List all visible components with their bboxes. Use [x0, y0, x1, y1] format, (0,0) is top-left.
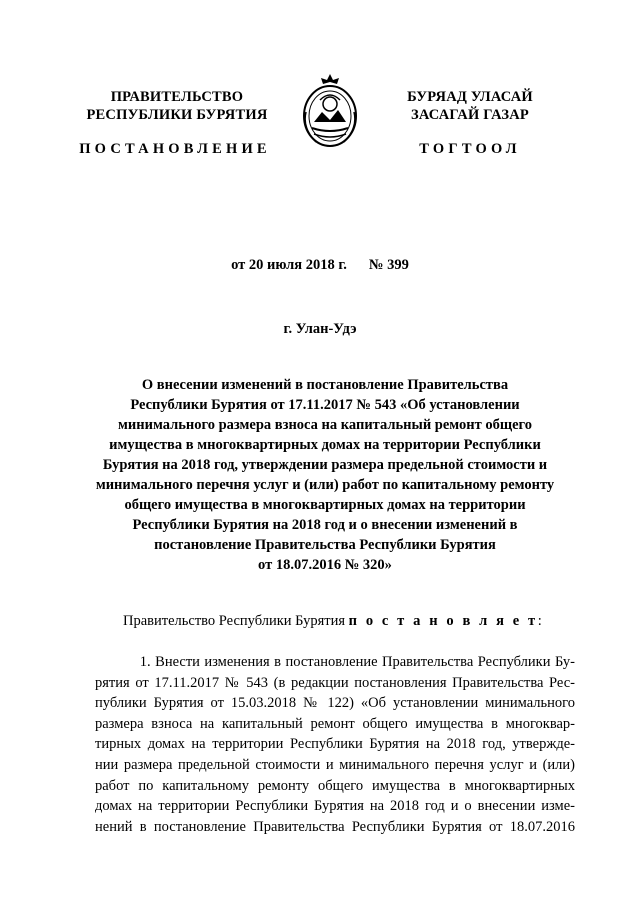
preamble-emphasis: п о с т а н о в л я е т [348, 613, 538, 629]
paragraph-line: нений в постановление Правительства Республики Бурятия от 18.07.2016 [95, 818, 575, 835]
document-number: № 399 [368, 257, 409, 273]
title-line: минимального перечня услуг и (или) работ по капитальному ремонту [95, 477, 555, 493]
paragraph-line: публики Бурятия от 15.03.2018 № 122) «Об установлении минимального [95, 695, 575, 712]
paragraph-line: 1. Внести изменения в постановление Правительства Республики Бу- [95, 654, 575, 670]
title-line: от 18.07.2016 № 320» [258, 557, 392, 573]
preamble-end: : [537, 613, 542, 629]
issuer-line: ЗАСАГАЙ ГАЗАР [411, 107, 529, 123]
title-line: имущества в многоквартирных домах на территории Республики [109, 437, 541, 453]
document-title [95, 375, 555, 575]
preamble [123, 611, 603, 632]
title-line: постановление Правительства Республики Бурятия [154, 537, 496, 553]
title-line: минимального размера взноса на капитальный ремонт общего [118, 417, 532, 433]
document-date-line [0, 257, 640, 274]
title-line: Бурятия на 2018 год, утверждении размера предельной стоимости и [102, 457, 548, 473]
paragraph-line: тирных домах на территории Республики Бурятия на 2018 год, утвержде- [95, 736, 575, 753]
paragraph-line: нии размера предельной стоимости и минимального перечня услуг и (или) [95, 756, 575, 773]
issuer-line: БУРЯАД УЛАСАЙ [407, 89, 533, 105]
coat-of-arms-emblem [300, 72, 360, 152]
title-line: общего имущества в многоквартирных домах на территории [124, 497, 526, 513]
issuer-line: РЕСПУБЛИКИ БУРЯТИЯ [86, 107, 268, 123]
title-line: О внесении изменений в постановление Правительства [141, 377, 509, 393]
issuer-name-buryat [385, 88, 555, 124]
preamble-text: Правительство Республики Бурятия [123, 613, 349, 629]
paragraph-1 [95, 652, 575, 837]
paragraph-line: рятия от 17.11.2017 № 543 (в редакции постановления Правительства Рес- [95, 674, 575, 691]
document-type-russian: ПОСТАНОВЛЕНИЕ [79, 141, 271, 157]
title-line: Республики Бурятия от 17.11.2017 № 543 «Об установлении [130, 397, 520, 413]
paragraph-line: домах на территории Республики Бурятия на 2018 год и о внесении изме- [95, 798, 575, 815]
issuer-name-russian [82, 88, 272, 124]
paragraph-line: работ по капитальному ремонту общего имущества в многоквартирных [95, 777, 575, 794]
document-type-buryat: ТОГТООЛ [419, 141, 521, 157]
document-city: г. Улан-Удэ [283, 321, 357, 337]
document-date: от 20 июля 2018 г. [231, 257, 347, 273]
paragraph-line: размера взноса на капитальный ремонт общего имущества в многоквар- [95, 715, 575, 732]
issuer-line: ПРАВИТЕЛЬСТВО [110, 89, 244, 105]
title-line: Республики Бурятия на 2018 год и о внесении изменений в [132, 517, 518, 533]
